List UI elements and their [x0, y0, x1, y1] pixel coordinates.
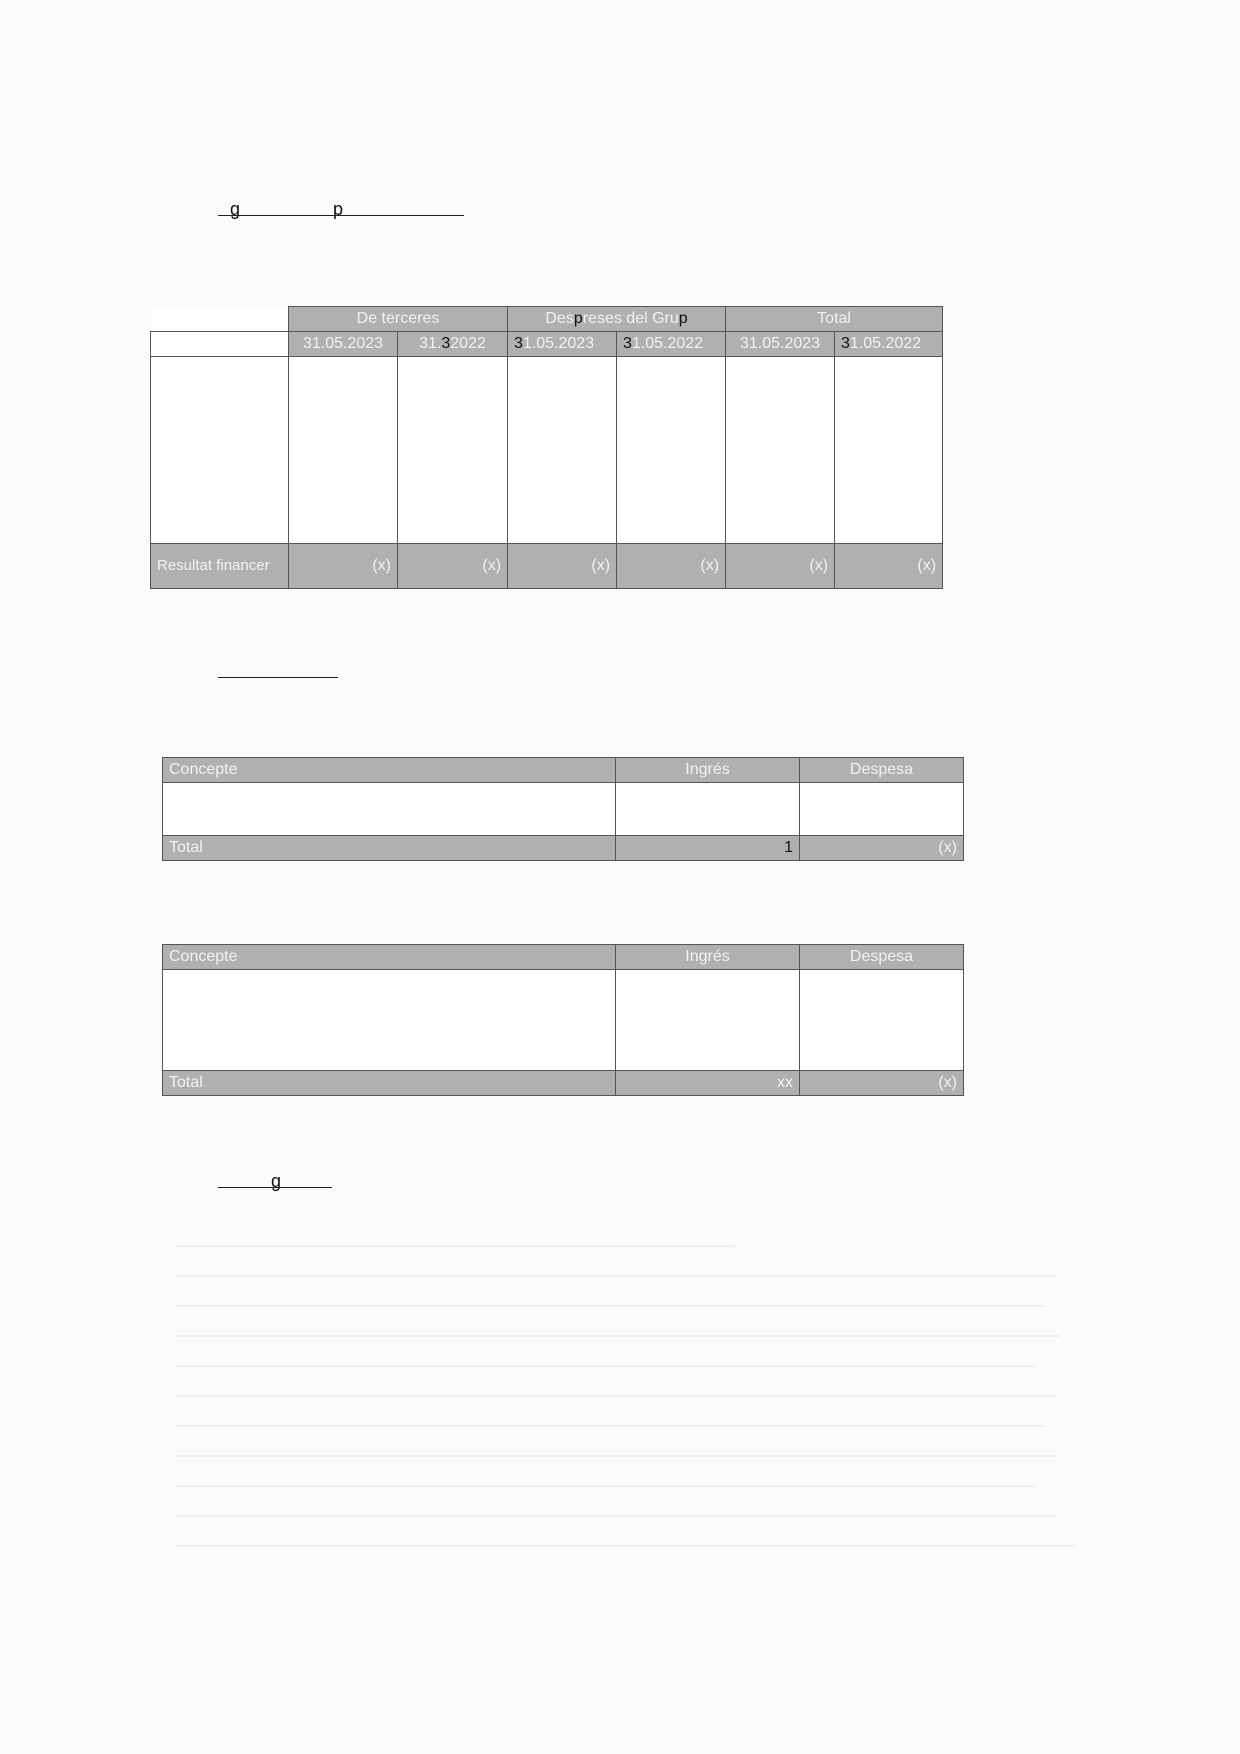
total-income: xx [616, 1071, 800, 1096]
faint-text-line [175, 1545, 1075, 1547]
value-cell: (x) [508, 544, 617, 589]
date-header: 31.05.2023 [289, 332, 398, 357]
group-header-total: Total [726, 307, 943, 332]
body-row [163, 783, 964, 836]
corner-cell [151, 307, 289, 332]
value-cell: (x) [617, 544, 726, 589]
body-label-cell [151, 357, 289, 544]
group-header-third-parties: De terceres [289, 307, 508, 332]
date-header: 31.05.2022 [617, 332, 726, 357]
body-cell [726, 357, 835, 544]
faint-text-line [175, 1515, 1055, 1517]
body-cell [163, 970, 616, 1071]
total-row [163, 836, 964, 861]
value-cell: (x) [398, 544, 508, 589]
total-expense: (x) [800, 836, 964, 861]
heading1-letter-p: p [333, 199, 344, 219]
faint-text-line [175, 1425, 1045, 1427]
body-cell [617, 357, 726, 544]
value-cell: (x) [726, 544, 835, 589]
group-header-group-companies: Despreses del Grup [508, 307, 726, 332]
date-header: 31.05.2023 [726, 332, 835, 357]
faint-text-line [175, 1455, 1055, 1457]
expense-header: Despesa [800, 945, 964, 970]
total-label: Total [163, 836, 616, 861]
date-header: 31.05.2022 [835, 332, 943, 357]
body-cell [800, 970, 964, 1071]
value-cell: (x) [289, 544, 398, 589]
header-row [163, 758, 964, 783]
body-row [163, 970, 964, 1071]
faint-text-line [175, 1275, 1055, 1277]
faint-text-line [175, 1395, 1055, 1397]
body-cell [616, 970, 800, 1071]
total-label: Total [163, 1071, 616, 1096]
faint-text-line [175, 1335, 1060, 1337]
value-cell: (x) [835, 544, 943, 589]
financial-result-row [151, 544, 943, 589]
faint-text-line [175, 1365, 1035, 1367]
income-expense-table-2 [162, 944, 964, 1096]
body-row [151, 357, 943, 544]
date-header: 31.32022 [398, 332, 508, 357]
concept-header: Concepte [163, 758, 616, 783]
faint-text-line [175, 1305, 1045, 1307]
financial-result-label: Resultat financer [151, 544, 289, 589]
income-header: Ingrés [616, 945, 800, 970]
body-cell [163, 783, 616, 836]
row-label-header [151, 332, 289, 357]
heading2-underline [218, 677, 338, 678]
concept-header: Concepte [163, 945, 616, 970]
total-income: 1 [616, 836, 800, 861]
total-expense: (x) [800, 1071, 964, 1096]
body-cell [508, 357, 617, 544]
body-cell [398, 357, 508, 544]
expense-header: Despesa [800, 758, 964, 783]
body-cell [835, 357, 943, 544]
financial-result-table [150, 306, 943, 589]
income-expense-table-1 [162, 757, 964, 861]
date-header: 31.05.2023 [508, 332, 617, 357]
income-header: Ingrés [616, 758, 800, 783]
date-header-row [151, 332, 943, 357]
faint-text-line [175, 1485, 1035, 1487]
heading3-letter-g: g [271, 1171, 282, 1191]
header-row [163, 945, 964, 970]
total-row [163, 1071, 964, 1096]
faint-text-line [175, 1245, 735, 1247]
body-cell [616, 783, 800, 836]
body-cell [289, 357, 398, 544]
heading1-letter-g: g [230, 199, 241, 219]
group-header-row [151, 307, 943, 332]
body-cell [800, 783, 964, 836]
